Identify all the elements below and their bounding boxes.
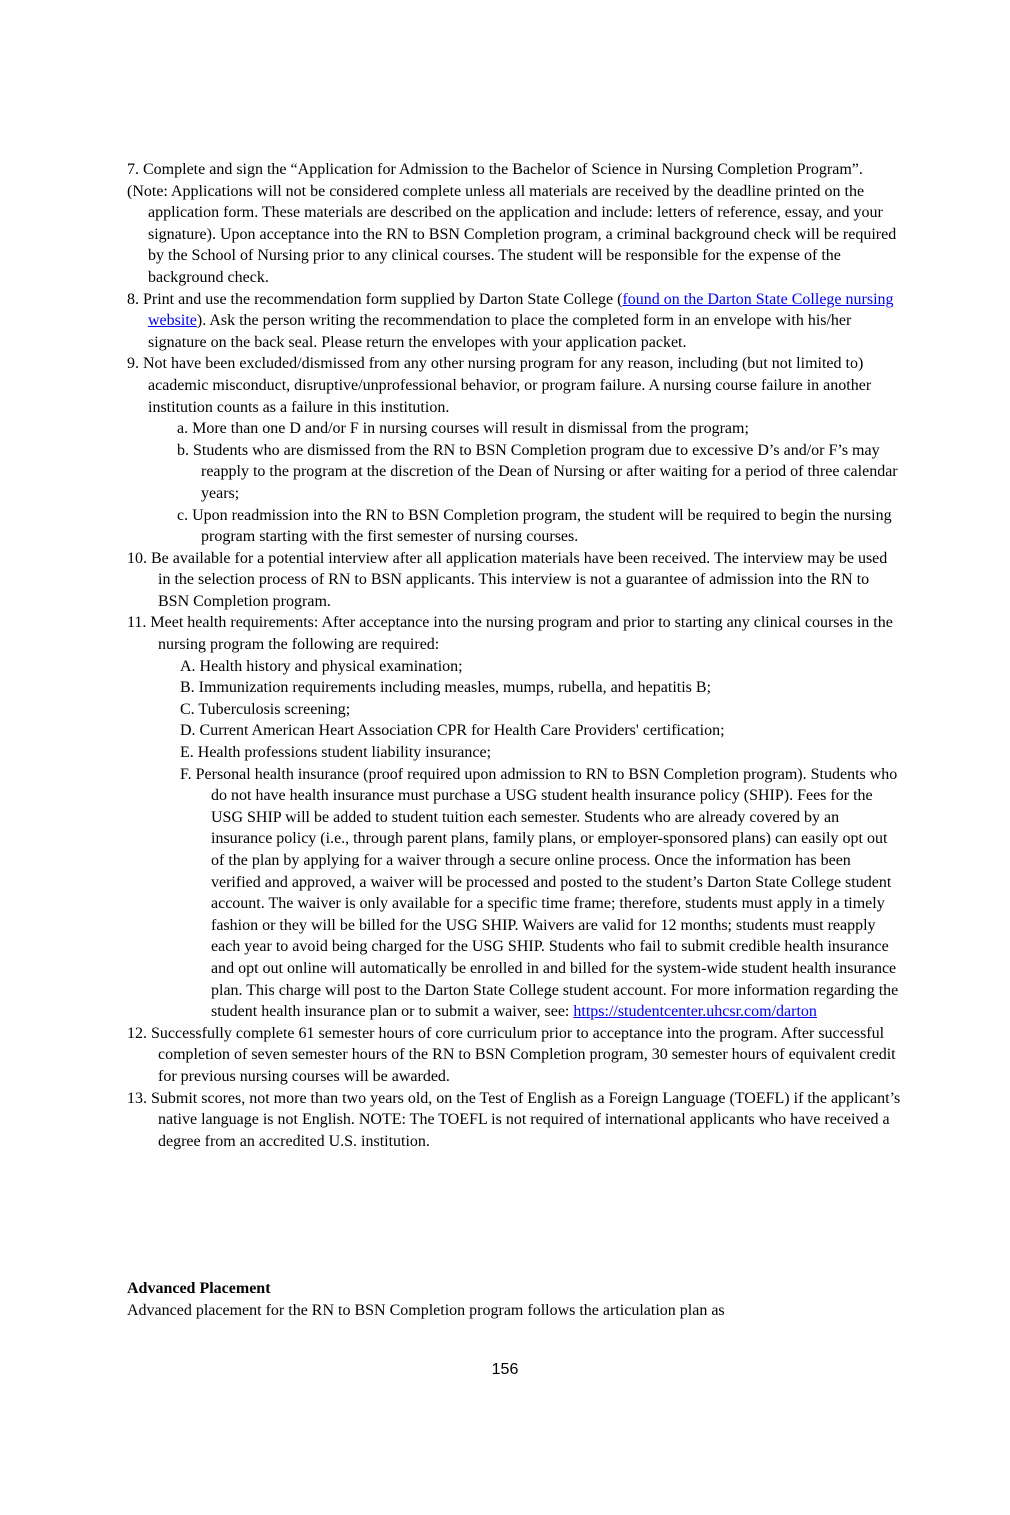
section-text: Advanced placement for the RN to BSN Completion program follows the articulation plan as <box>127 1301 725 1319</box>
item-13: 13. Submit scores, not more than two years old, on the Test of English as a Foreign Language (TOEFL) if the applicant’s native language is not English. NOTE: The TOEFL is not required of international applicants who have received a degree from an accredited U.S. institution. <box>127 1089 901 1150</box>
item-11-C: C. Tuberculosis screening; <box>180 700 351 718</box>
nursing-website-link[interactable]: found on the Darton State College nursing website <box>148 290 894 330</box>
item-11-A: A. Health history and physical examination; <box>180 657 463 675</box>
item-9-b: b. Students who are dismissed from the RN to BSN Completion program due to excessive D’s and/or F’s may reapply to the program at the discretion of the Dean of Nursing or after waiting for a period of three calendar years; <box>177 441 898 502</box>
item-8-text: 8. Print and use the recommendation form supplied by Darton State College ( <box>127 290 623 308</box>
page-number: 156 <box>491 1361 519 1378</box>
item-8-text-continued: ). Ask the person writing the recommendation to place the completed form in an envelope with his/her signature on the back seal. Please return the envelopes with your application packet. <box>148 312 852 351</box>
section-heading: Advanced Placement <box>127 1280 271 1297</box>
item-9-a: a. More than one D and/or F in nursing courses will result in dismissal from the program; <box>177 420 749 438</box>
item-10: 10. Be available for a potential interview after all application materials have been received. The interview may be used in the selection process of RN to BSN applicants. This interview is not a guarantee of admission into the RN to BSN Completion program. <box>127 549 888 610</box>
item-9: 9. Not have been excluded/dismissed from any other nursing program for any reason, including (but not limited to) academic misconduct, disruptive/unprofessional behavior, or program failure. A nursing course failure in another institution counts as a failure in this institution. <box>127 355 872 416</box>
student-center-link[interactable]: https://studentcenter.uhcsr.com/darton <box>573 1003 817 1021</box>
item-11-F-text: F. Personal health insurance (proof required upon admission to RN to BSN Completion program). Students who do not have health insurance must purchase a USG student health insurance policy (SHIP). Fees for the USG SHIP will be added to student tuition each semester. Students who are already covered by an insurance policy (i.e., through parent plans, family plans, or employer-sponsored plans) can easily opt out of the plan by applying for a waiver through a secure online process. Once the information has been verified and approved, a waiver will be processed and posted to the student’s Darton State College student account. The waiver is only available for a specific time frame; therefore, students must apply in a timely fashion or they will be billed for the USG SHIP. Waivers are valid for 12 months; students must reapply each year to avoid being charged for the USG SHIP. Students who fail to submit credible health insurance and opt out online will automatically be enrolled in and billed for the system-wide student health insurance plan. This charge will post to the Darton State College student account. For more information regarding the student health insurance plan or to submit a waiver, see: <box>180 765 899 1021</box>
item-12: 12. Successfully complete 61 semester hours of core curriculum prior to acceptance into the program. After successful completion of seven semester hours of the RN to BSN Completion program, 30 semester hours of equivalent credit for previous nursing courses will be awarded. <box>127 1024 896 1085</box>
item-7: 7. Complete and sign the “Application for Admission to the Bachelor of Science in Nursing Completion Program”. <box>127 161 863 178</box>
advanced-placement-section <box>127 1278 902 1321</box>
item-11-D: D. Current American Heart Association CPR for Health Care Providers' certification; <box>180 722 725 740</box>
item-11: 11. Meet health requirements: After acceptance into the nursing program and prior to starting any clinical courses in the nursing program the following are required: <box>127 614 893 654</box>
item-8 <box>127 289 902 354</box>
item-11-F <box>180 764 902 1023</box>
application-note: (Note: Applications will not be considered complete unless all materials are received by the deadline printed on the application form. These materials are described on the application and include: letters of reference, essay, and your signature). Upon acceptance into the RN to BSN Completion program, a criminal background check will be required by the School of Nursing prior to any clinical courses. The student will be responsible for the expense of the background check. <box>127 182 897 286</box>
item-11-E: E. Health professions student liability insurance; <box>180 744 492 762</box>
requirements-list <box>127 159 902 1152</box>
item-11-B: B. Immunization requirements including measles, mumps, rubella, and hepatitis B; <box>180 679 712 697</box>
item-9-c: c. Upon readmission into the RN to BSN Completion program, the student will be required to begin the nursing program starting with the first semester of nursing courses. <box>177 506 892 546</box>
